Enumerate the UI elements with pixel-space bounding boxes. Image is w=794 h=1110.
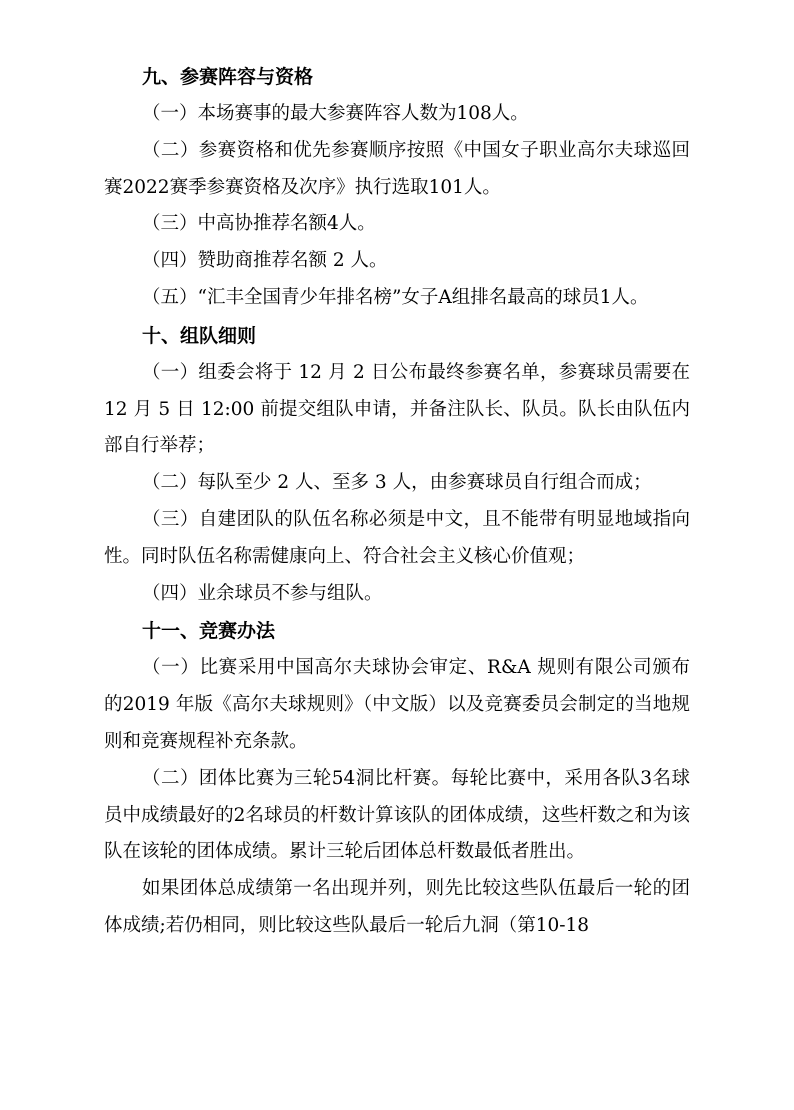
- section-eleven: [104, 612, 690, 944]
- section-heading: 十、组队细则: [142, 324, 257, 347]
- paragraph: （三）自建团队的队伍名称必须是中文，且不能带有明显地域指向性。同时队伍名称需健康向上、符合社会主义核心价值观；: [104, 508, 690, 567]
- paragraph: （二）团体比赛为三轮54洞比杆赛。每轮比赛中，采用各队3名球员中成绩最好的2名球员的杆数计算该队的团体成绩，这些杆数之和为该队在该轮的团体成绩。累计三轮后团体总杆数最低者胜出。: [104, 767, 690, 863]
- paragraph: （一）组委会将于 12 月 2 日公布最终参赛名单，参赛球员需要在 12 月 5 日 12:00 前提交组队申请，并备注队长、队员。队长由队伍内部自行举荐；: [104, 361, 690, 457]
- section-ten: [104, 317, 690, 613]
- section-heading: 九、参赛阵容与资格: [142, 66, 314, 88]
- section-nine: [104, 58, 690, 317]
- paragraph: （一）本场赛事的最大参赛阵容人数为108人。: [142, 103, 529, 124]
- paragraph: （三）中高协推荐名额4人。: [142, 213, 376, 235]
- paragraph: 如果团体总成绩第一名出现并列，则先比较这些队伍最后一轮的团体成绩;若仍相同，则比较这些队最后一轮后九洞（第10-18: [104, 878, 690, 936]
- paragraph: （五）“汇丰全国青少年排名榜”女子A组排名最高的球员1人。: [142, 286, 649, 308]
- paragraph: （二）每队至少 2 人、至多 3 人，由参赛球员自行组合而成；: [142, 472, 652, 494]
- document-body: [104, 58, 690, 945]
- paragraph: （一）比赛采用中国高尔夫球协会审定、R&A 规则有限公司颁布的2019 年版《高尔夫球规则》（中文版）以及竞赛委员会制定的当地规则和竞赛规程补充条款。: [104, 657, 690, 752]
- paragraph: （四）业余球员不参与组队。: [142, 582, 383, 604]
- paragraph: （二）参赛资格和优先参赛顺序按照《中国女子职业高尔夫球巡回赛2022赛季参赛资格及次序》执行选取101人。: [104, 139, 690, 198]
- section-heading: 十一、竞赛办法: [142, 620, 276, 643]
- paragraph: （四）赞助商推荐名额 2 人。: [142, 250, 388, 272]
